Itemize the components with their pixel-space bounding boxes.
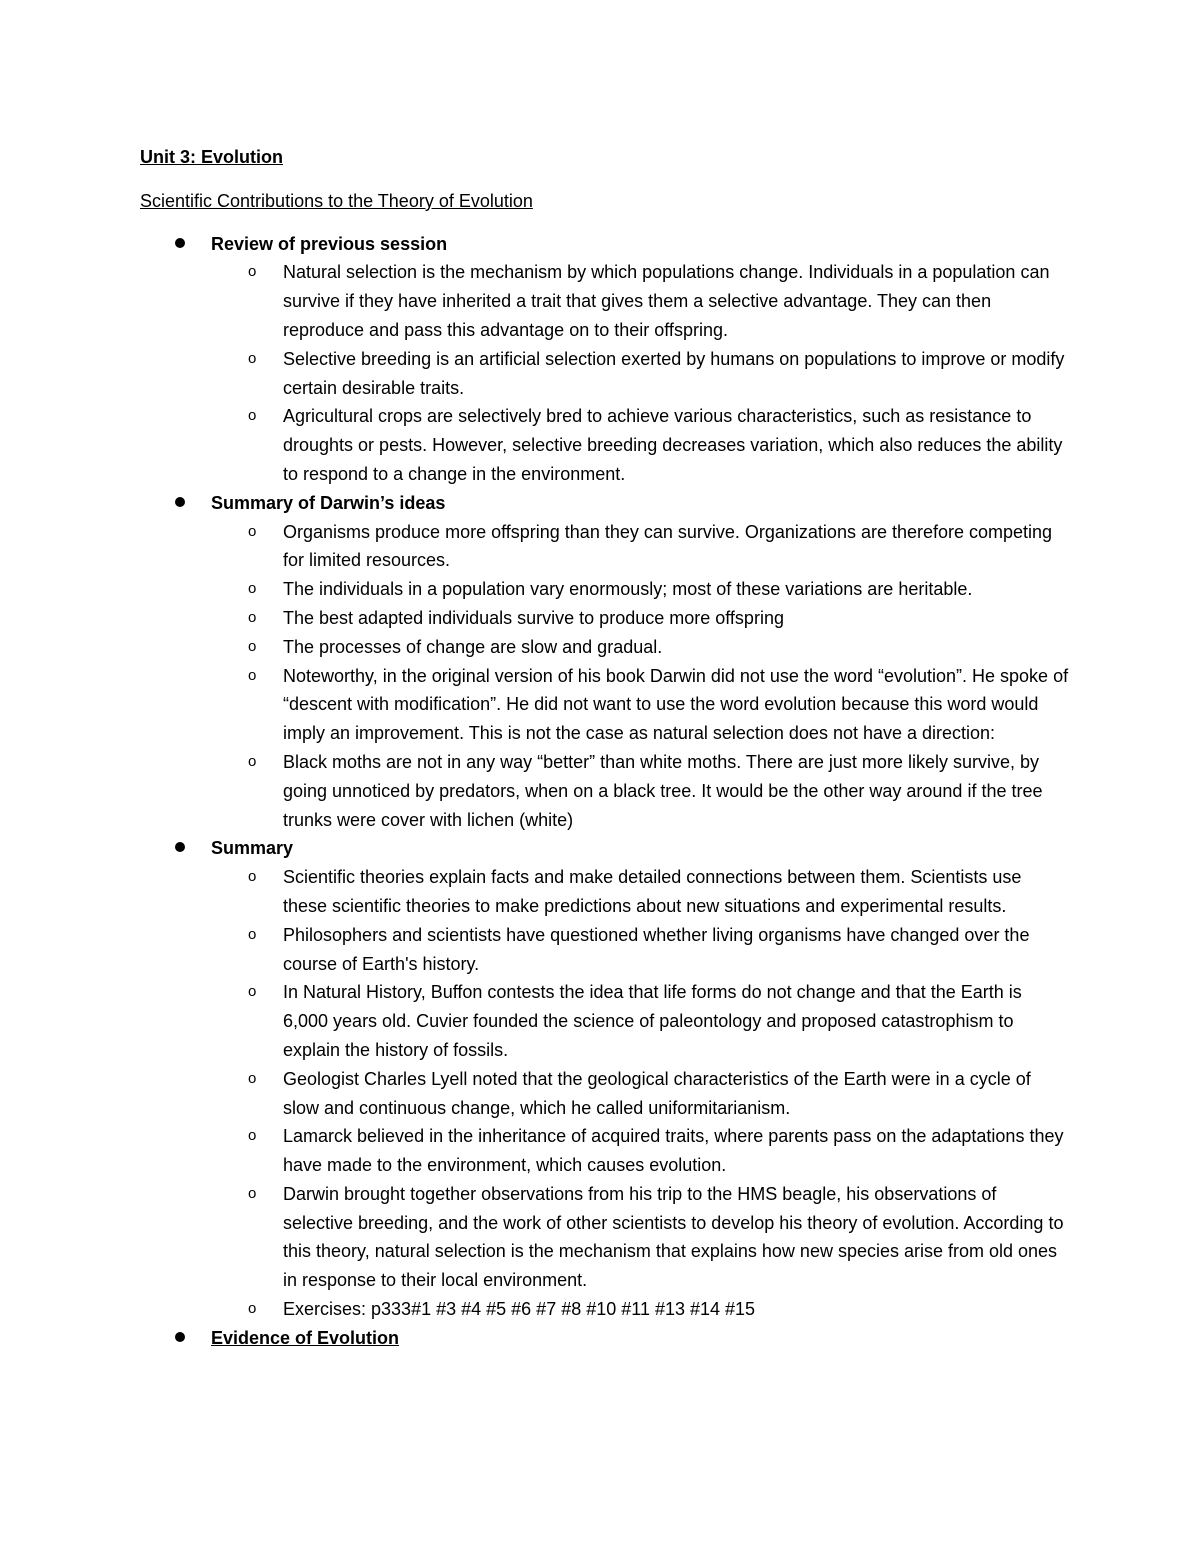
list-item-text: In Natural History, Buffon contests the idea that life forms do not change and that the Earth is 6,000 years old. Cuvier founded the science of paleontology and proposed catastrophism to explain the history of fossils. [283, 982, 1022, 1060]
hollow-bullet-icon: o [248, 1300, 257, 1318]
list-item-text: Geologist Charles Lyell noted that the geological characteristics of the Earth were in a cycle of slow and continuous change, which he called uniformitarianism. [283, 1068, 1031, 1118]
list-item [211, 921, 1070, 979]
hollow-bullet-icon: o [248, 407, 257, 425]
list-item-text: Natural selection is the mechanism by which populations change. Individuals in a population can survive if they have inherited a trait that gives them a selective advantage. They can then reproduce and pass this advantage on to their offspring. [283, 262, 1050, 340]
list-item-text: Exercises: p333#1 #3 #4 #5 #6 #7 #8 #10 #11 #13 #14 #15 [283, 1299, 756, 1320]
hollow-bullet-icon: o [248, 637, 257, 655]
list-item-text: Philosophers and scientists have questioned whether living organisms have changed over the course of Earth's history. [283, 924, 1030, 974]
hollow-bullet-icon: o [248, 1184, 257, 1202]
hollow-bullet-icon: o [248, 752, 257, 770]
list-item [211, 1122, 1070, 1180]
list-item-text: The processes of change are slow and gradual. [283, 636, 663, 657]
section-heading: Review of previous session [211, 233, 448, 254]
list-item-text: Darwin brought together observations from his trip to the HMS beagle, his observations of selective breeding, and the work of other scientists to develop his theory of evolution. According to this theory, natural selection is the mechanism that explains how new species arise from old ones in response to their local environment. [283, 1183, 1064, 1291]
item-list [211, 518, 1070, 835]
section-evidence-of-evolution [140, 1324, 1070, 1353]
hollow-bullet-icon: o [248, 349, 257, 367]
list-item [211, 402, 1070, 488]
hollow-bullet-icon: o [248, 580, 257, 598]
hollow-bullet-icon: o [248, 522, 257, 540]
list-item [211, 978, 1070, 1064]
list-item [211, 1065, 1070, 1123]
list-item-text: Lamarck believed in the inheritance of acquired traits, where parents pass on the adaptations they have made to the environment, which causes evolution. [283, 1126, 1064, 1176]
section-summary [140, 834, 1070, 1324]
list-item-text: Scientific theories explain facts and make detailed connections between them. Scientists use these scientific theories to make predictions about new situations and experimental results. [283, 867, 1022, 916]
list-item-text: Black moths are not in any way “better” than white moths. There are just more likely survive, by going unnoticed by predators, when on a black tree. It would be the other way around if the tree trunks were cover with lichen (white) [283, 751, 1043, 830]
section-review [140, 230, 1070, 489]
list-item [211, 345, 1070, 403]
hollow-bullet-icon: o [248, 608, 257, 626]
hollow-bullet-icon: o [248, 1069, 257, 1087]
list-item [211, 1295, 1070, 1324]
document-subtitle: Scientific Contributions to the Theory of Evolution [140, 190, 533, 211]
item-list [211, 863, 1070, 1324]
hollow-bullet-icon: o [248, 263, 257, 281]
list-item [211, 518, 1070, 576]
hollow-bullet-icon: o [248, 983, 257, 1001]
section-heading: Evidence of Evolution [211, 1327, 400, 1348]
document-title: Unit 3: Evolution [140, 147, 283, 167]
section-heading: Summary [211, 838, 294, 859]
list-item [211, 575, 1070, 604]
list-item-text: Organisms produce more offspring than they can survive. Organizations are therefore competing for limited resources. [283, 521, 1053, 571]
list-item-text: The individuals in a population vary enormously; most of these variations are heritable. [283, 579, 973, 600]
filled-circle-bullet-icon [175, 238, 185, 248]
filled-circle-bullet-icon [175, 842, 185, 852]
list-item [211, 863, 1070, 921]
list-item [211, 662, 1070, 748]
hollow-bullet-icon: o [248, 1127, 257, 1145]
hollow-bullet-icon: o [248, 925, 257, 943]
list-item [211, 258, 1070, 344]
list-item [211, 748, 1070, 834]
list-item-text: Selective breeding is an artificial selection exerted by humans on populations to improve or modify certain desirable traits. [283, 348, 1065, 398]
hollow-bullet-icon: o [248, 666, 257, 684]
list-item [211, 604, 1070, 633]
section-list [140, 230, 1070, 1353]
list-item-text: The best adapted individuals survive to produce more offspring [283, 607, 784, 628]
item-list [211, 258, 1070, 488]
list-item [211, 1180, 1070, 1295]
list-item-text: Agricultural crops are selectively bred to achieve various characteristics, such as resistance to droughts or pests. However, selective breeding decreases variation, which also reduces the ability to respond to a change in the environment. [283, 406, 1063, 484]
section-heading: Summary of Darwin’s ideas [211, 492, 446, 513]
document-content [140, 143, 1070, 1353]
section-darwin-ideas [140, 489, 1070, 835]
list-item-text: Noteworthy, in the original version of his book Darwin did not use the word “evolution”. He spoke of “descent with modification”. He did not want to use the word evolution because this word would imply an improvement. This is not the case as natural selection does not have a direction: [283, 665, 1069, 744]
list-item [211, 633, 1070, 662]
hollow-bullet-icon: o [248, 868, 257, 886]
filled-circle-bullet-icon [175, 1332, 185, 1342]
filled-circle-bullet-icon [175, 497, 185, 507]
